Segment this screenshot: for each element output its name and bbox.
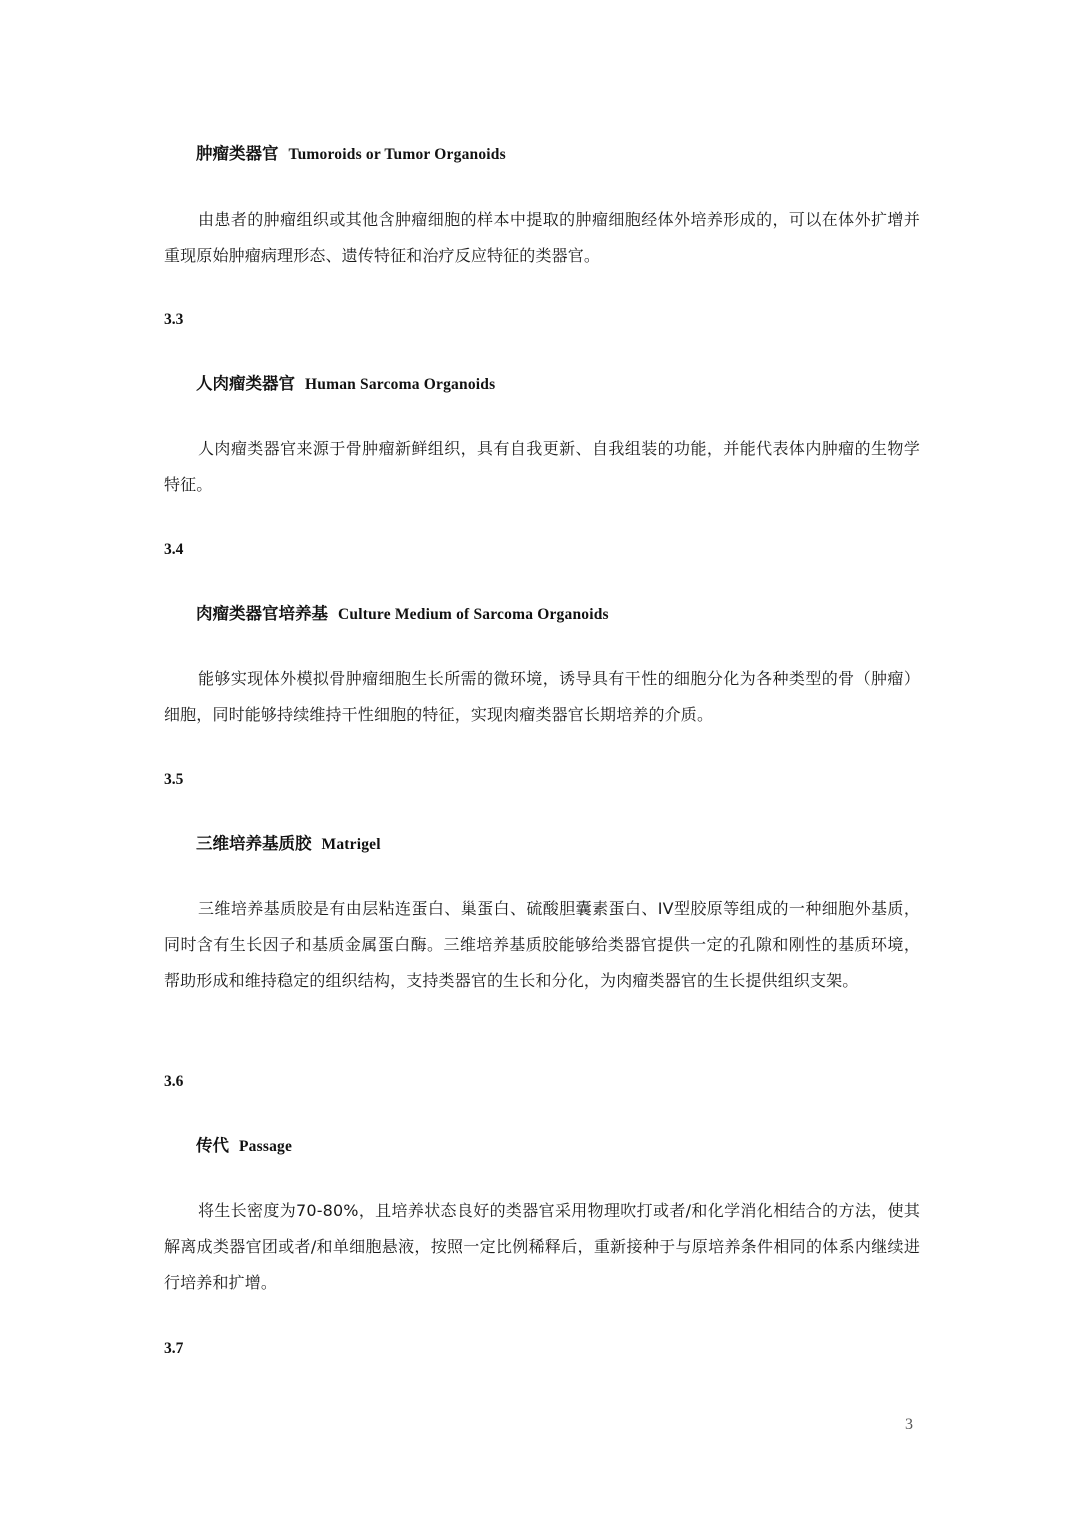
term-chinese: 人肉瘤类器官 <box>196 374 295 393</box>
section-number: 3.3 <box>164 311 184 328</box>
term-chinese: 三维培养基质胶 <box>196 834 312 853</box>
definition-paragraph: 将生长密度为70-80%，且培养状态良好的类器官采用物理吹打或者/和化学消化相结合的方法，使其解离成类器官团或者/和单细胞悬液，按照一定比例稀释后，重新接种于与原培养条件相同的体系内继续进行培养和扩增。 <box>164 1201 920 1292</box>
term-english: Tumoroids or Tumor Organoids <box>288 146 506 163</box>
term-english: Human Sarcoma Organoids <box>305 376 496 393</box>
section-number: 3.6 <box>164 1073 184 1090</box>
term-english: Culture Medium of Sarcoma Organoids <box>338 606 609 623</box>
definition-paragraph: 三维培养基质胶是有由层粘连蛋白、巢蛋白、硫酸胆囊素蛋白、IV型胶原等组成的一种细胞外基质，同时含有生长因子和基质金属蛋白酶。三维培养基质胶能够给类器官提供一定的孔隙和刚性的基质环境，帮助形成和维持稳定的组织结构，支持类器官的生长和分化，为肉瘤类器官的生长提供组织支架。 <box>164 899 920 990</box>
term-chinese: 传代 <box>196 1136 229 1155</box>
term-chinese: 肿瘤类器官 <box>196 144 279 163</box>
section-number: 3.5 <box>164 771 184 788</box>
term-english: Passage <box>239 1138 293 1155</box>
term-chinese: 肉瘤类器官培养基 <box>196 604 328 623</box>
definition-paragraph: 人肉瘤类器官来源于骨肿瘤新鲜组织，具有自我更新、自我组装的功能，并能代表体内肿瘤的生物学特征。 <box>164 439 920 494</box>
term-heading-passage <box>196 1135 292 1158</box>
definition-paragraph: 由患者的肿瘤组织或其他含肿瘤细胞的样本中提取的肿瘤细胞经体外培养形成的，可以在体外扩增并重现原始肿瘤病理形态、遗传特征和治疗反应特征的类器官。 <box>164 210 920 265</box>
term-heading-matrigel <box>196 833 381 856</box>
term-heading-human-sarcoma-organoids <box>196 373 495 396</box>
section-number: 3.4 <box>164 541 184 558</box>
page-number: 3 <box>905 1416 913 1433</box>
term-heading-tumoroids <box>196 143 506 166</box>
definition-paragraph: 能够实现体外模拟骨肿瘤细胞生长所需的微环境，诱导具有干性的细胞分化为各种类型的骨（肿瘤）细胞，同时能够持续维持干性细胞的特征，实现肉瘤类器官长期培养的介质。 <box>164 669 920 724</box>
term-heading-culture-medium <box>196 603 609 626</box>
term-english: Matrigel <box>321 836 381 853</box>
section-number: 3.7 <box>164 1340 184 1357</box>
